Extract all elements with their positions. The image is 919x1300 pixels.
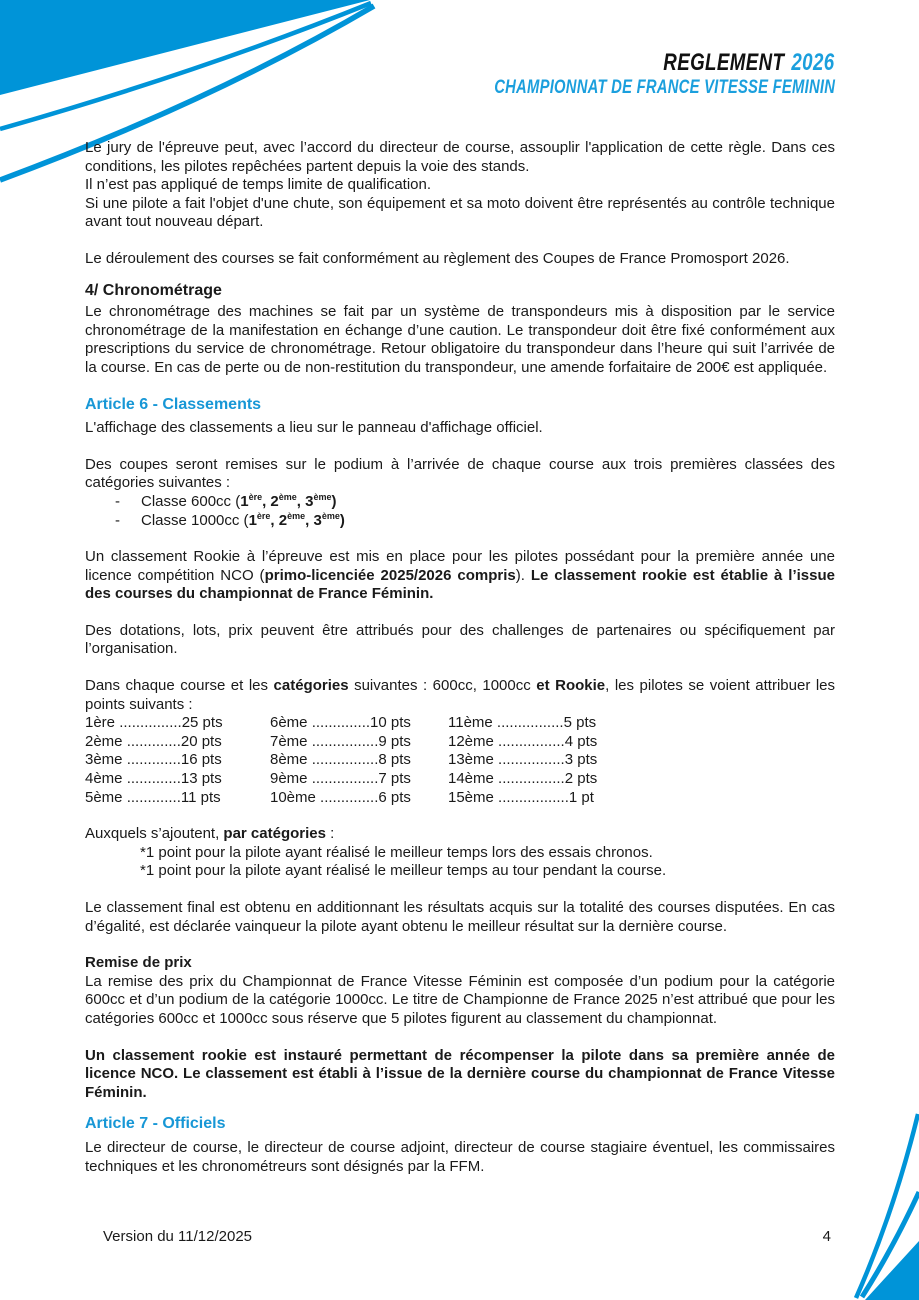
paragraph-officiels: Le directeur de course, le directeur de course adjoint, directeur de course stagiaire éventuel, les commissaires techniques et les chronométreurs sont désignés par la FFM. — [85, 1138, 835, 1175]
paragraph-coupes: Des coupes seront remises sur le podium à l’arrivée de chaque course aux trois premières classées des catégories suivantes : — [85, 455, 835, 492]
paragraph-remise-de-prix: La remise des prix du Championnat de France Vitesse Féminin est composée d’un podium pour la catégorie 600cc et d’un podium de la catégorie 1000cc. Le titre de Championne de France 2025 n’est attribué que pour les catégories 600cc et 1000cc sous réserve que 5 pilotes figurent au classement du championnat. — [85, 972, 835, 1027]
paragraph-rookie: Un classement Rookie à l’épreuve est mis en place pour les pilotes possédant pour la première année une licence compétition NCO (primo-licenciée 2025/2026 compris). Le classement rookie est établie à l’issue des courses du championnat de France Féminin. — [85, 548, 835, 603]
title-year: 2026 — [791, 49, 835, 76]
heading-article6: Article 6 - Classements — [85, 395, 262, 413]
points-table — [85, 714, 835, 807]
list-item-classe-1000 — [85, 512, 835, 531]
list-item-classe-600 — [85, 493, 835, 512]
document-footer — [103, 1228, 831, 1245]
paragraph-auxquels: Auxquels s’ajoutent, par catégories : — [85, 825, 335, 843]
bullet-dash: - — [115, 492, 120, 510]
document-body — [85, 139, 835, 1176]
document-subtitle: CHAMPIONNAT DE FRANCE VITESSE FEMININ — [493, 76, 835, 98]
bonus-point-course: *1 point pour la pilote ayant réalisé le meilleur temps au tour pendant la course. — [140, 862, 667, 880]
paragraph-points-intro: Dans chaque course et les catégories suivantes : 600cc, 1000cc et Rookie, les pilotes se voient attribuer les points suivants : — [85, 677, 836, 713]
document-header — [398, 50, 835, 98]
paragraph-affichage: L'affichage des classements a lieu sur le panneau d'affichage officiel. — [85, 419, 543, 437]
paragraph-chute: Si une pilote a fait l'objet d'une chute, son équipement et sa moto doivent être représentés au contrôle technique avant tout nouveau départ. — [85, 194, 835, 231]
heading-chronometrage: 4/ Chronométrage — [85, 281, 222, 299]
bonus-point-essais: *1 point pour la pilote ayant réalisé le meilleur temps lors des essais chronos. — [140, 843, 653, 861]
heading-remise-de-prix: Remise de prix — [85, 954, 192, 972]
bullet-dash: - — [115, 511, 120, 529]
paragraph-jury: Le jury de l'épreuve peut, avec l’accord du directeur de course, assouplir l'application de cette règle. Dans ces conditions, les pilotes repêchées partent depuis la voie des stands. — [85, 139, 835, 175]
paragraph-dotations: Des dotations, lots, prix peuvent être attribués pour des challenges de partenaires ou spécifiquement par l’organisation. — [85, 621, 835, 658]
paragraph-rookie-bold: Un classement rookie est instauré permettant de récompenser la pilote dans sa première année de licence NCO. Le classement est établi à l’issue de la dernière course du championnat de France Vitesse Féminin. — [85, 1046, 835, 1101]
points-column-1: 1ère ...............25 pts 2ème .............20 pts 3ème .............16 pts 4ème .............13 pts 5ème .............11 pts — [85, 714, 223, 806]
list-item-label: Classe 600cc (1ère, 2ème, 3ème) — [141, 491, 337, 510]
points-column-2: 6ème ..............10 pts 7ème ................9 pts 8ème ................8 pts 9ème ................7 pts 10ème ..............6 pts — [270, 714, 411, 806]
version-label: Version du 11/12/2025 — [103, 1228, 253, 1245]
paragraph-chronometrage: Le chronométrage des machines se fait par un système de transpondeurs mis à disposition par le service chronométrage de la manifestation en échange d’une caution. Le transpondeur doit être fixé conformément aux prescriptions du service de chronométrage. Retour obligatoire du transpondeur dans l’heure qui suit l’arrivée de la course. En cas de perte ou de non-restitution du transpondeur, une amende forfaitaire de 200€ est appliquée. — [85, 303, 835, 376]
points-column-3: 11ème ................5 pts 12ème ................4 pts 13ème ................3 pts 14ème ................2 pts 15ème .................1 pt — [448, 714, 598, 806]
paragraph-temps-limite: Il n’est pas appliqué de temps limite de qualification. — [85, 176, 432, 194]
paragraph-classement-final: Le classement final est obtenu en additionnant les résultats acquis sur la totalité des courses disputées. En cas d’égalité, est déclarée vainqueur la pilote ayant obtenu le meilleur résultat sur la dernière course. — [85, 899, 835, 935]
title-text: REGLEMENT — [663, 49, 785, 76]
paragraph-deroulement: Le déroulement des courses se fait conformément au règlement des Coupes de France Promosport 2026. — [85, 249, 790, 267]
page-number: 4 — [822, 1228, 831, 1245]
document-title — [398, 50, 835, 76]
list-item-label: Classe 1000cc (1ère, 2ème, 3ème) — [141, 510, 345, 529]
heading-article7: Article 7 - Officiels — [85, 1115, 226, 1133]
